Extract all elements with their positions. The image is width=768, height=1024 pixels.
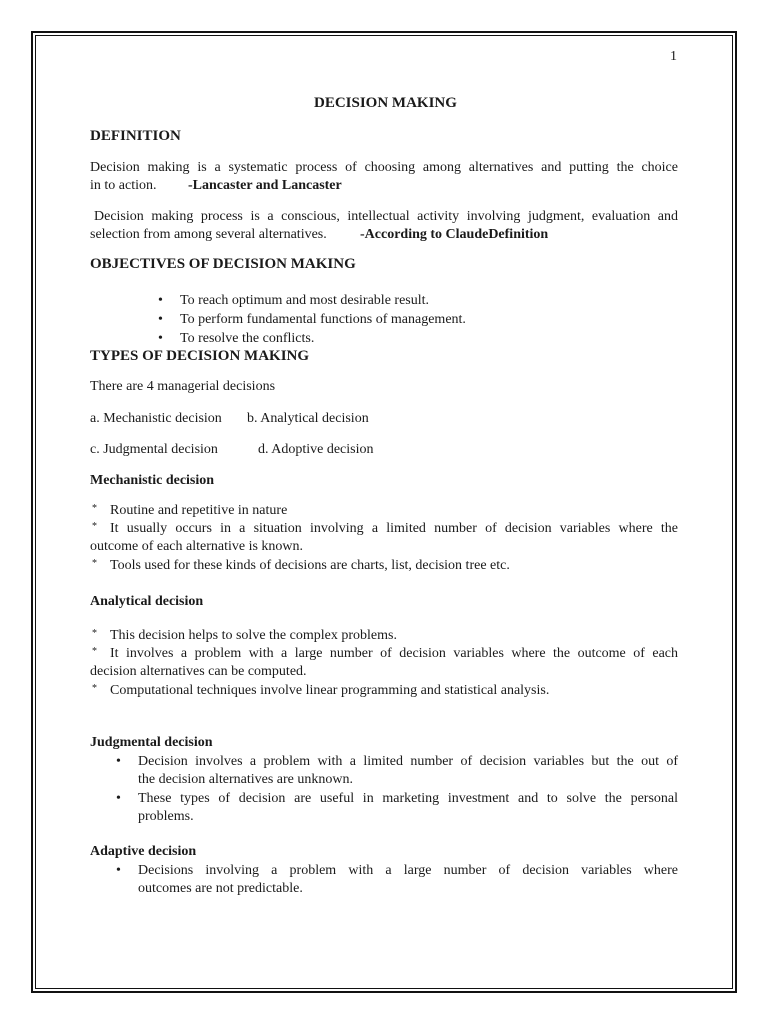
judgmental-heading: Judgmental decision xyxy=(90,735,213,750)
bullet-icon: • xyxy=(158,293,163,308)
objective-item: To reach optimum and most desirable result. xyxy=(180,293,430,308)
type-d: d. Adoptive decision xyxy=(258,442,374,457)
star-bullet-icon: * xyxy=(92,683,97,694)
judgmental-item-cont: problems. xyxy=(138,809,194,824)
page-title: DECISION MAKING xyxy=(314,95,457,111)
definition-p2-line1: Decision making process is a conscious, intellectual activity involving judgment, evaluation and xyxy=(94,209,678,224)
objective-item: To resolve the conflicts. xyxy=(180,331,315,346)
adaptive-heading: Adaptive decision xyxy=(90,844,197,859)
bullet-icon: • xyxy=(158,331,163,346)
star-bullet-icon: * xyxy=(92,558,97,569)
bullet-icon: • xyxy=(116,863,121,878)
adaptive-item-cont: outcomes are not predictable. xyxy=(138,881,303,896)
definition-p1-attribution: -Lancaster and Lancaster xyxy=(188,178,342,193)
definition-p1-line1: Decision making is a systematic process of choosing among alternatives and putting the choice xyxy=(90,160,678,175)
definition-heading: DEFINITION xyxy=(90,128,181,144)
mechanistic-heading: Mechanistic decision xyxy=(90,473,215,488)
type-a: a. Mechanistic decision xyxy=(90,411,222,426)
analytical-bullet: Computational techniques involve linear programming and statistical analysis. xyxy=(110,683,550,698)
judgmental-item: Decision involves a problem with a limited number of decision variables but the out of xyxy=(138,754,678,769)
types-heading: TYPES OF DECISION MAKING xyxy=(90,348,310,364)
analytical-bullet: This decision helps to solve the complex problems. xyxy=(110,628,397,643)
star-bullet-icon: * xyxy=(92,646,97,657)
objective-item: To perform fundamental functions of management. xyxy=(180,312,466,327)
page-number: 1 xyxy=(670,49,677,64)
star-bullet-icon: * xyxy=(92,521,97,532)
mechanistic-bullet-cont: outcome of each alternative is known. xyxy=(90,539,304,554)
mechanistic-bullet: Tools used for these kinds of decisions are charts, list, decision tree etc. xyxy=(110,558,510,573)
mechanistic-bullet: It usually occurs in a situation involving a limited number of decision variables where the xyxy=(110,521,678,536)
bullet-icon: • xyxy=(158,312,163,327)
bullet-icon: • xyxy=(116,791,121,806)
type-b: b. Analytical decision xyxy=(247,411,369,426)
bullet-icon: • xyxy=(116,754,121,769)
types-intro: There are 4 managerial decisions xyxy=(90,379,276,394)
judgmental-item-cont: the decision alternatives are unknown. xyxy=(138,772,353,787)
definition-p2-attribution: -According to ClaudeDefinition xyxy=(360,227,549,242)
adaptive-item: Decisions involving a problem with a large number of decision variables where xyxy=(138,863,678,878)
definition-p2-line2: selection from among several alternatives. xyxy=(90,227,327,242)
star-bullet-icon: * xyxy=(92,503,97,514)
analytical-bullet: It involves a problem with a large number of decision variables where the outcome of each xyxy=(110,646,678,661)
definition-p1-line2: in to action. xyxy=(90,178,157,193)
mechanistic-bullet: Routine and repetitive in nature xyxy=(110,503,288,518)
star-bullet-icon: * xyxy=(92,628,97,639)
analytical-heading: Analytical decision xyxy=(90,594,204,609)
objectives-heading: OBJECTIVES OF DECISION MAKING xyxy=(90,256,356,272)
analytical-bullet-cont: decision alternatives can be computed. xyxy=(90,664,307,679)
judgmental-item: These types of decision are useful in marketing investment and to solve the personal xyxy=(138,791,678,806)
type-c: c. Judgmental decision xyxy=(90,442,218,457)
